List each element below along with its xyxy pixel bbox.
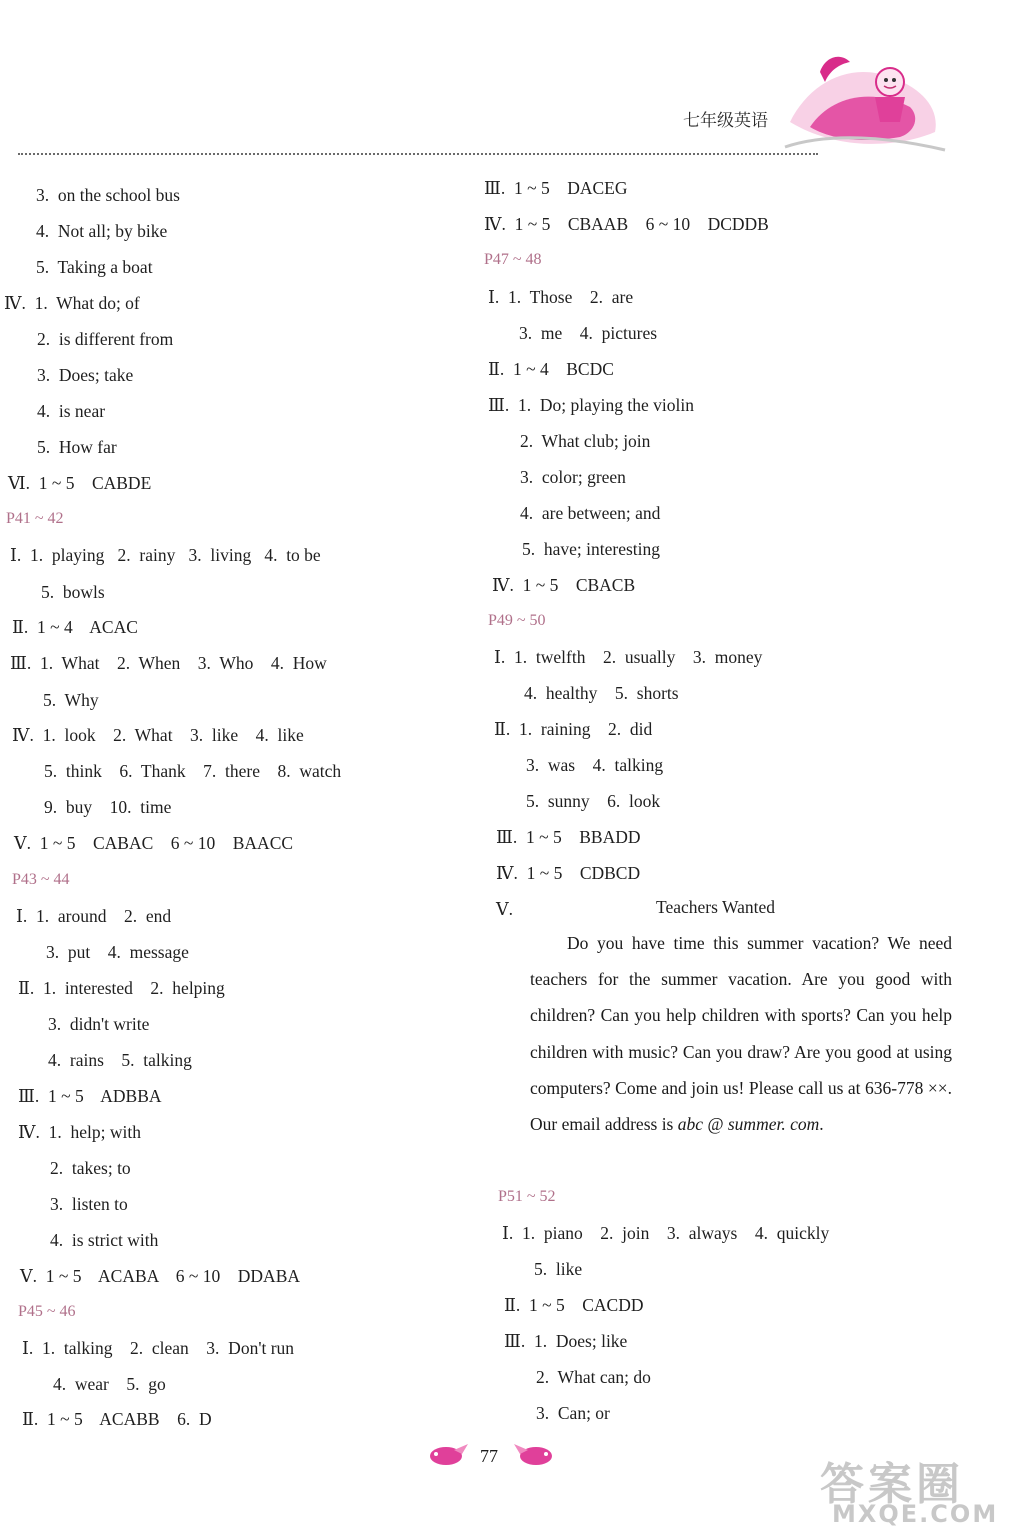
answer-line: Ⅱ. 1 ~ 5 CACDD <box>504 1295 644 1315</box>
answer-line: Ⅴ. 1 ~ 5 ACABA 6 ~ 10 DDABA <box>20 1266 300 1286</box>
answer-line: 2. What club; join <box>520 431 651 451</box>
answer-line: Ⅳ. 1. help; with <box>18 1122 141 1142</box>
answer-line: 5. like <box>534 1259 583 1279</box>
answer-line: Ⅱ. 1 ~ 4 BCDC <box>488 359 614 379</box>
answer-line: 4. healthy 5. shorts <box>524 683 679 703</box>
answer-line: 3. put 4. message <box>46 942 189 962</box>
answer-line: 3. Can; or <box>536 1403 610 1423</box>
page-number: 77 <box>480 1446 498 1466</box>
answer-line: 5. sunny 6. look <box>526 791 661 811</box>
answer-line: Ⅰ. 1. piano 2. join 3. always 4. quickly <box>502 1223 830 1243</box>
answer-line: Ⅲ. 1 ~ 5 ADBBA <box>18 1086 162 1106</box>
answer-line: 4. Not all; by bike <box>36 221 168 241</box>
answer-line: Ⅲ. 1. Do; playing the violin <box>488 395 694 415</box>
answer-line: 9. buy 10. time <box>44 797 172 817</box>
answer-line: 3. on the school bus <box>36 185 180 205</box>
answer-line: 4. wear 5. go <box>53 1374 166 1394</box>
answer-line: 4. is strict with <box>50 1230 159 1250</box>
bird-decoration-left <box>424 1440 470 1468</box>
answer-line: 2. takes; to <box>50 1158 131 1178</box>
answer-line: 5. Why <box>43 690 99 710</box>
answer-line: 3. was 4. talking <box>526 755 664 775</box>
answer-line: 2. is different from <box>37 329 174 349</box>
answer-line: Ⅳ. 1 ~ 5 CBACB <box>492 575 636 595</box>
answer-line: 5. How far <box>37 437 117 457</box>
answer-line: Ⅵ. 1 ~ 5 CABDE <box>8 473 152 493</box>
page-reference: P43 ~ 44 <box>12 871 70 888</box>
essay-title: Teachers Wanted <box>656 897 775 917</box>
answer-line: Ⅴ. 1 ~ 5 CABAC 6 ~ 10 BAACC <box>14 833 294 853</box>
answer-line: 5. Taking a boat <box>36 257 153 277</box>
answer-line: Ⅳ. 1 ~ 5 CDBCD <box>496 863 641 883</box>
answer-line: Ⅱ. 1. interested 2. helping <box>18 978 225 998</box>
mascot-illustration <box>780 52 950 162</box>
header-title: 七年级英语 <box>683 111 768 131</box>
essay-paragraph <box>530 925 952 1142</box>
answer-line: Ⅳ. 1 ~ 5 CBAAB 6 ~ 10 DCDDB <box>484 214 769 234</box>
essay-text: Do you have time this summer vacation? We need teachers for the summer vacation. Are you good with children? Can you help children with sports? Can you help children with music? Can you draw? Are you good at using computers? Come and join us! Please call us at 636-778 ××. Our email address is <box>530 933 952 1135</box>
answer-line: Ⅱ. 1. raining 2. did <box>494 719 653 739</box>
answer-line: Ⅲ. 1. What 2. When 3. Who 4. How <box>10 653 327 673</box>
answer-line: Ⅰ. 1. twelfth 2. usually 3. money <box>494 647 763 667</box>
answer-line: 5. bowls <box>41 582 105 602</box>
bird-decoration-right <box>512 1440 558 1468</box>
answer-line: Ⅳ. 1. What do; of <box>4 293 140 313</box>
answer-line: Ⅰ. 1. Those 2. are <box>488 287 634 307</box>
answer-line: 5. think 6. Thank 7. there 8. watch <box>44 761 342 781</box>
answer-line: Ⅰ. 1. around 2. end <box>16 906 172 926</box>
answer-line: 3. Does; take <box>37 365 134 385</box>
watermark-en: MXQE.COM <box>832 1500 999 1528</box>
answer-line: Ⅲ. 1 ~ 5 DACEG <box>484 178 628 198</box>
watermark-cn: 答案圈 <box>820 1459 964 1510</box>
answer-line: Ⅱ. 1 ~ 5 ACABB 6. D <box>22 1409 212 1429</box>
answer-line: Ⅴ. <box>496 899 514 919</box>
essay-end: . <box>819 1114 824 1135</box>
page-reference: P41 ~ 42 <box>6 510 64 527</box>
page-reference: P45 ~ 46 <box>18 1303 76 1320</box>
answer-line: Ⅰ. 1. talking 2. clean 3. Don't run <box>22 1338 295 1358</box>
answer-line: 2. What can; do <box>536 1367 651 1387</box>
answer-line: 3. color; green <box>520 467 626 487</box>
email-address: abc @ summer. com <box>677 1114 820 1135</box>
page-reference: P49 ~ 50 <box>488 612 546 629</box>
page-reference: P51 ~ 52 <box>498 1188 556 1205</box>
answer-line: Ⅰ. 1. playing 2. rainy 3. living 4. to be <box>10 545 321 565</box>
answer-line: 3. didn't write <box>48 1014 150 1034</box>
watermark <box>800 1448 1025 1530</box>
answer-line: 4. rains 5. talking <box>48 1050 192 1070</box>
answer-line: 3. listen to <box>50 1194 128 1214</box>
answer-line: Ⅱ. 1 ~ 4 ACAC <box>12 617 138 637</box>
answer-line: 4. is near <box>37 401 106 421</box>
answer-line: 4. are between; and <box>520 503 661 523</box>
answer-line: Ⅲ. 1. Does; like <box>504 1331 628 1351</box>
answer-line: Ⅳ. 1. look 2. What 3. like 4. like <box>12 725 304 745</box>
header-divider <box>18 153 818 155</box>
answer-line: 5. have; interesting <box>522 539 661 559</box>
page-reference: P47 ~ 48 <box>484 251 542 268</box>
answer-line: Ⅲ. 1 ~ 5 BBADD <box>496 827 641 847</box>
answer-line: 3. me 4. pictures <box>519 323 658 343</box>
